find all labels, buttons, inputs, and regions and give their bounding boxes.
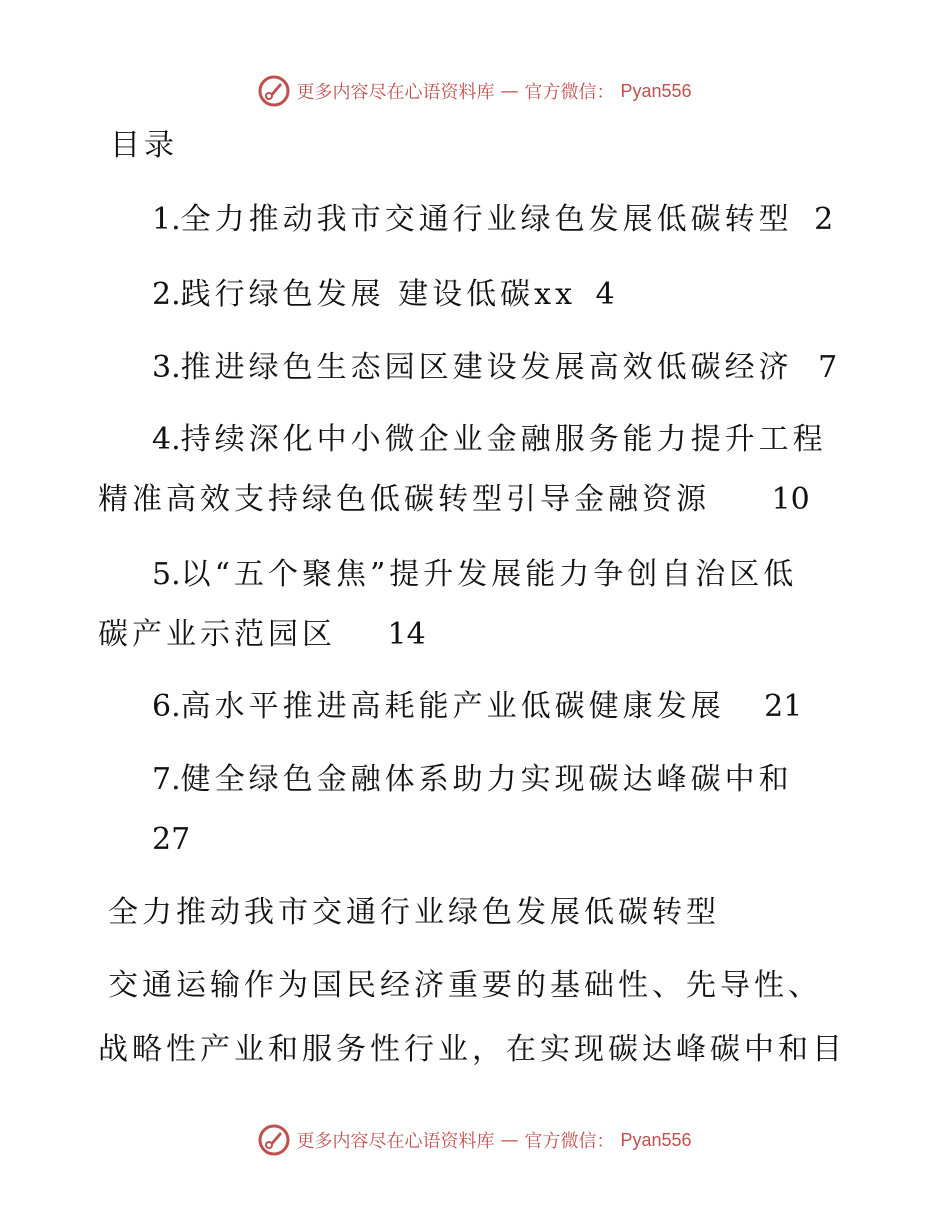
- toc-item-number: 1.: [152, 202, 181, 237]
- toc-item-page: 21: [764, 689, 803, 724]
- toc-item-line[interactable]: [152, 555, 797, 595]
- watermark-wechat-id: Pyan556: [620, 80, 692, 101]
- toc-item[interactable]: [152, 200, 833, 240]
- toc-item-title-cont: 精准高效支持绿色低碳转型引导金融资源: [98, 482, 710, 517]
- toc-item-line[interactable]: [152, 820, 190, 860]
- logo-icon: [258, 75, 290, 107]
- toc-item[interactable]: [152, 275, 615, 315]
- toc-item-number: 6.: [152, 689, 181, 724]
- toc-item-number: 7.: [152, 762, 181, 797]
- toc-item-line[interactable]: [98, 615, 426, 655]
- watermark-separator: —: [500, 1129, 519, 1151]
- toc-item-number: 5.: [152, 557, 181, 592]
- toc-item-page: 2: [814, 202, 834, 237]
- watermark-wechat-label: 官方微信：: [524, 82, 615, 103]
- toc-item-title: 高水平推进高耗能产业低碳健康发展: [180, 689, 725, 724]
- toc-item-page: 27: [152, 822, 191, 857]
- toc-item-title: 健全绿色金融体系助力实现碳达峰碳中和: [180, 762, 793, 797]
- article-paragraph-line: 战略性产业和服务性行业，在实现碳达峰碳中和目: [98, 1032, 846, 1067]
- toc-item-title: 推进绿色生态园区建设发展高效低碳经济: [180, 350, 793, 385]
- toc-item-title: 践行绿色发展 建设低碳xx: [180, 277, 576, 312]
- toc-item[interactable]: [152, 760, 793, 800]
- watermark-separator: —: [500, 80, 519, 102]
- header-watermark: [0, 71, 950, 111]
- toc-heading: 目录: [110, 128, 178, 163]
- toc-item-title-cont: 碳产业示范园区: [98, 617, 336, 652]
- toc-item-page: 4: [595, 277, 615, 312]
- watermark-text: 更多内容尽在心语资料库: [296, 82, 495, 103]
- toc-item-page: 7: [818, 350, 838, 385]
- toc-item-title: 持续深化中小微企业金融服务能力提升工程: [180, 422, 827, 457]
- watermark-wechat-label: 官方微信：: [524, 1131, 615, 1152]
- article-paragraph-line: 交通运输作为国民经济重要的基础性、先导性、: [108, 968, 822, 1003]
- logo-icon: [258, 1124, 290, 1156]
- toc-item-line[interactable]: [98, 480, 810, 520]
- toc-item-number: 3.: [152, 350, 181, 385]
- toc-item[interactable]: [152, 687, 802, 727]
- toc-item-page: 10: [771, 482, 810, 517]
- watermark-wechat-id: Pyan556: [620, 1129, 692, 1150]
- toc-item-page: 14: [387, 617, 426, 652]
- toc-item-title: 以“五个聚焦”提升发展能力争创自治区低: [180, 557, 798, 592]
- watermark-text: 更多内容尽在心语资料库: [296, 1131, 495, 1152]
- toc-item[interactable]: [152, 348, 837, 388]
- toc-item-number: 2.: [152, 277, 181, 312]
- toc-item-number: 4.: [152, 422, 181, 457]
- toc-item-title: 全力推动我市交通行业绿色发展低碳转型: [180, 202, 793, 237]
- footer-watermark: [0, 1120, 950, 1160]
- article-title: 全力推动我市交通行业绿色发展低碳转型: [108, 895, 720, 930]
- toc-item-line[interactable]: [152, 420, 827, 460]
